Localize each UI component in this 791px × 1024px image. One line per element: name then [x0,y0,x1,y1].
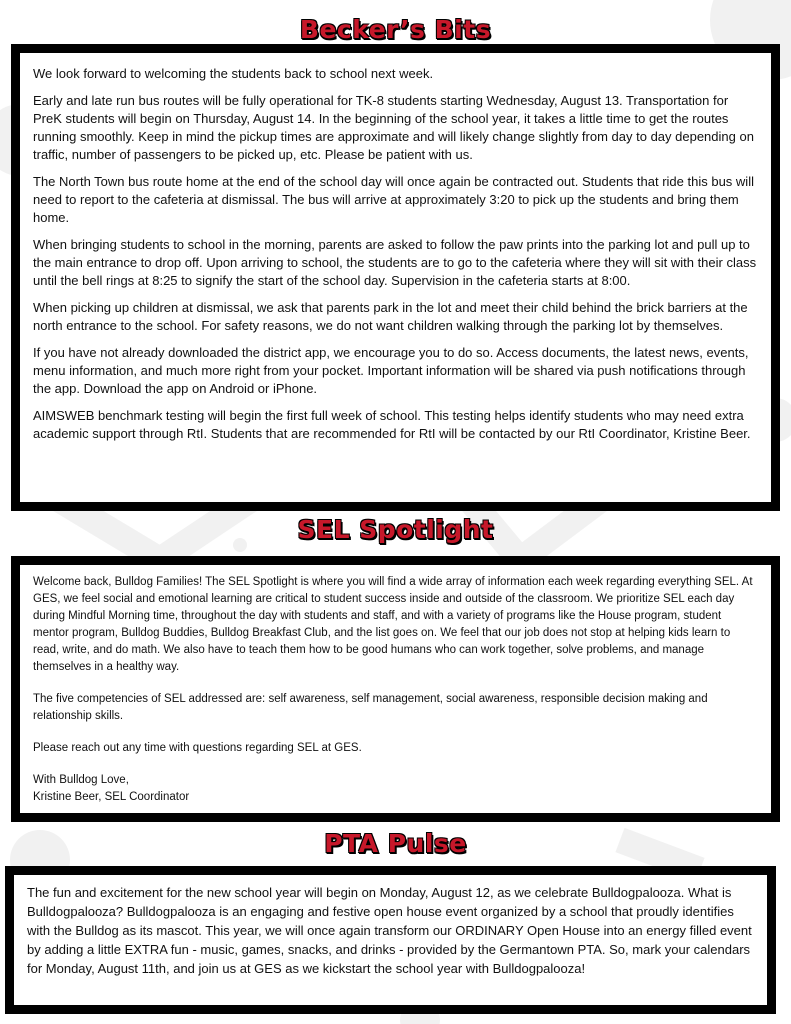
pta-pulse-box [5,866,776,1014]
beckers-bits-paragraph-bus-routes: Early and late run bus routes will be fully operational for TK-8 students starting Wednesday, August 13. Transportation for PreK students will begin on Thursday, August 14. In the beginning of the school year, it takes a little time to get the routes running smoothly. Keep in mind the pickup times are approximate and will likely change slightly from day to day depending on traffic, number of passengers to be picked up, etc. Please be patient with us. [33,93,754,162]
sel-reach-out-paragraph: Please reach out any time with questions regarding SEL at GES. [33,742,362,754]
pta-pulse-title: PTA Pulse [324,829,467,858]
spacer [33,676,758,691]
sel-spotlight-title: SEL Spotlight [297,515,494,544]
sel-signoff: With Bulldog Love, [33,774,129,786]
sel-signature: Kristine Beer, SEL Coordinator [33,791,190,803]
beckers-bits-paragraph-drop-off: When bringing students to school in the morning, parents are asked to follow the paw prints into the parking lot and pull up to the main entrance to drop off. Upon arriving to school, the students are to go to the cafeteria where they will sit with their class until the bell rings at 8:25 to signify the start of the school day. Supervision in the cafeteria starts at 8:00. [33,237,757,288]
beckers-bits-paragraph-welcome: We look forward to welcoming the students back to school next week. [33,66,434,81]
sel-competencies-paragraph: The five competencies of SEL addressed are: self awareness, self management, social awareness, responsible decision making and relationship skills. [33,693,708,722]
beckers-bits-paragraph-aimsweb: AIMSWEB benchmark testing will begin the first full week of school. This testing helps identify students who may need extra academic support through RtI. Students that are recommended for RtI will be contacted by our RtI Coordinator, Kristine Beer. [33,408,751,441]
pta-pulse-paragraph: The fun and excitement for the new school year will begin on Monday, August 12, as we celebrate Bulldogpalooza. What is Bulldogpalooza? Bulldogpalooza is an engaging and festive open house event organized by a school that proudly identifies with the Bulldog as its mascot. This year, we will once again transform our ORDINARY Open House into an energy filled event by adding a little EXTRA fun - music, games, snacks, and drinks - provided by the Germantown PTA. So, mark your calendars for Monday, August 11th, and join us at GES as we kickstart the school year with Bulldogpalooza! [27,885,752,976]
spacer [33,725,758,740]
beckers-bits-box [11,44,780,511]
sel-spotlight-box [11,556,780,822]
beckers-bits-paragraph-north-town: The North Town bus route home at the end of the school day will once again be contracted out. Students that ride this bus will need to report to the cafeteria at dismissal. The bus will arrive at approximately 3:20 to pick up the students and bring them home. [33,174,754,225]
beckers-bits-title: Becker’s Bits [299,15,492,44]
spacer [33,757,758,772]
beckers-bits-paragraph-dismissal: When picking up children at dismissal, we ask that parents park in the lot and meet their child behind the brick barriers at the north entrance to the school. For safety reasons, we do not want children walking through the parking lot by themselves. [33,300,748,333]
sel-intro-paragraph: Welcome back, Bulldog Families! The SEL Spotlight is where you will find a wide array of information each week regarding everything SEL. At GES, we feel social and emotional learning are critical to student success inside and outside of the classroom. We prioritize SEL each day during Mindful Morning time, throughout the day with students and staff, and with a variety of programs like the House program, student mentor program, Bulldog Buddies, Bulldog Breakfast Club, and the list goes on. We feel that our job does not stop at helping kids learn to read, write, and do math. We also have to teach them how to be good humans who can work together, solve problems, and manage themselves in a healthy way. [33,576,753,673]
beckers-bits-paragraph-district-app: If you have not already downloaded the district app, we encourage you to do so. Access documents, the latest news, events, menu information, and much more right from your pocket. Important information will be shared via push notifications through the app. Download the app on Android or iPhone. [33,345,749,396]
